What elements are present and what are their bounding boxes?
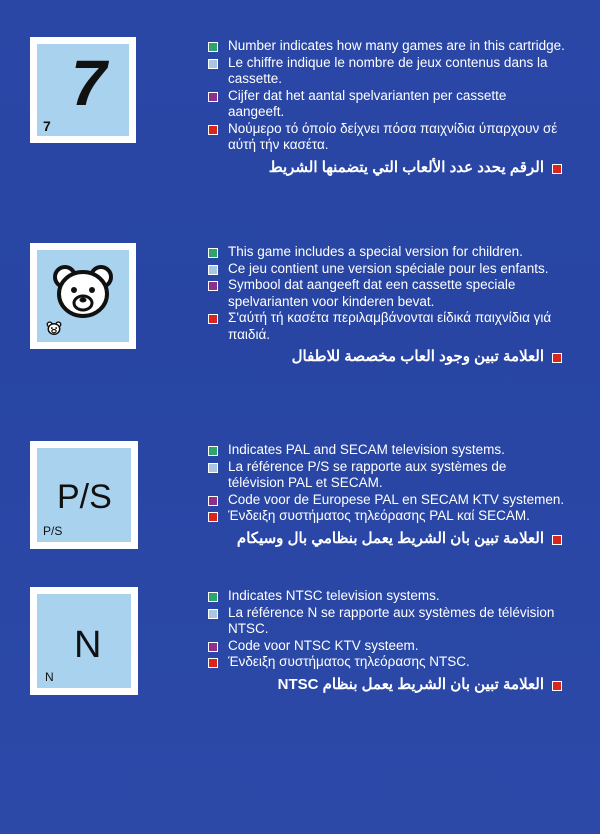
arabic-text: العلامة تبين وجود العاب مخصصة للاطفال [291,348,544,365]
dutch-bullet [208,642,218,652]
small-teddy-bear-icon [43,318,65,340]
french-description [206,55,566,88]
greek-bullet [208,314,218,324]
arabic-description [206,158,566,177]
arabic-text: الرقم يحدد عدد الألعاب التي يتضمنها الشريط [268,158,544,176]
dutch-bullet [208,92,218,102]
arabic-bullet [552,353,562,363]
greek-text: Ένδειξη συστήματος τηλεόρασης NTSC. [228,654,470,669]
english-description [206,244,566,261]
dutch-description [206,277,566,310]
english-description [206,38,566,55]
game-count-tile [30,37,136,143]
greek-description [206,654,566,671]
arabic-description [206,675,566,694]
greek-description [206,508,566,525]
english-bullet [208,248,218,258]
arabic-bullet [552,535,562,545]
french-text: La référence P/S se rapporte aux systèmes de télévision PAL et SECAM. [228,458,507,490]
french-text: La référence N se rapporte aux systèmes de télévision NTSC. [228,604,555,636]
french-bullet [208,265,218,275]
greek-bullet [208,658,218,668]
ntsc-tile [30,587,138,695]
english-text: Indicates NTSC television systems. [228,588,440,603]
dutch-description [206,638,566,655]
arabic-description [206,529,566,548]
french-bullet [208,609,218,619]
arabic-text: العلامة تبين بان الشريط يعمل بنظامي بال وسيكام [236,529,544,547]
french-description [206,459,566,492]
english-bullet [208,446,218,456]
greek-text: Ένδειξη συστήματος τηλεόρασης PAL καί SECAM. [228,508,530,523]
english-text: Indicates PAL and SECAM television systems. [228,442,505,457]
pal-secam-tile [30,441,138,549]
children-version-tile [30,243,136,349]
pal-secam-small-label: P/S [43,524,63,538]
dutch-text: Symbool dat aangeeft dat een cassette speciale spelvarianten voor kinderen bevat. [228,277,516,309]
arabic-bullet [552,681,562,691]
pal-secam-big-label: P/S [57,478,112,516]
game-count-big-label: 7 [71,47,107,119]
dutch-description [206,88,566,121]
greek-description [206,310,566,343]
ntsc-small-label: N [45,670,54,684]
ntsc-big-label: N [74,624,102,666]
dutch-bullet [208,496,218,506]
french-description [206,605,566,638]
game-count-small-label: 7 [43,118,51,134]
greek-bullet [208,512,218,522]
greek-text: Σ'αύτή τή κασέτα περιλαμβάνονται είδικά παιχνίδια γιά παιδιά. [228,310,552,342]
dutch-description [206,492,566,509]
game-count-descriptions [206,38,566,177]
arabic-text: العلامة تبين بان الشريط يعمل بنظام NTSC [277,675,544,693]
english-text: This game includes a special version for children. [228,244,523,259]
french-bullet [208,463,218,473]
french-text: Le chiffre indique le nombre de jeux contenus dans la cassette. [228,54,548,86]
english-bullet [208,592,218,602]
dutch-bullet [208,281,218,291]
english-description [206,442,566,459]
children-version-descriptions [206,244,566,366]
french-text: Ce jeu contient une version spéciale pour les enfants. [228,260,549,276]
english-text: Number indicates how many games are in this cartridge. [228,38,565,53]
greek-bullet [208,125,218,135]
dutch-text: Cijfer dat het aantal spelvarianten per cassette aangeeft. [228,87,507,119]
english-bullet [208,42,218,52]
greek-text: Νούμερο τό όποίο δείχνει πόσα παιχνίδια ύπαρχουν σέ αύτή τήν κασέτα. [228,120,558,152]
french-bullet [208,59,218,69]
arabic-description [206,347,566,366]
pal-secam-descriptions [206,442,566,548]
arabic-bullet [552,164,562,174]
ntsc-descriptions [206,588,566,694]
english-description [206,588,566,605]
dutch-text: Code voor de Europese PAL en SECAM KTV systemen. [228,491,565,507]
french-description [206,261,566,278]
dutch-text: Code voor NTSC KTV systeem. [228,637,419,653]
greek-description [206,121,566,154]
